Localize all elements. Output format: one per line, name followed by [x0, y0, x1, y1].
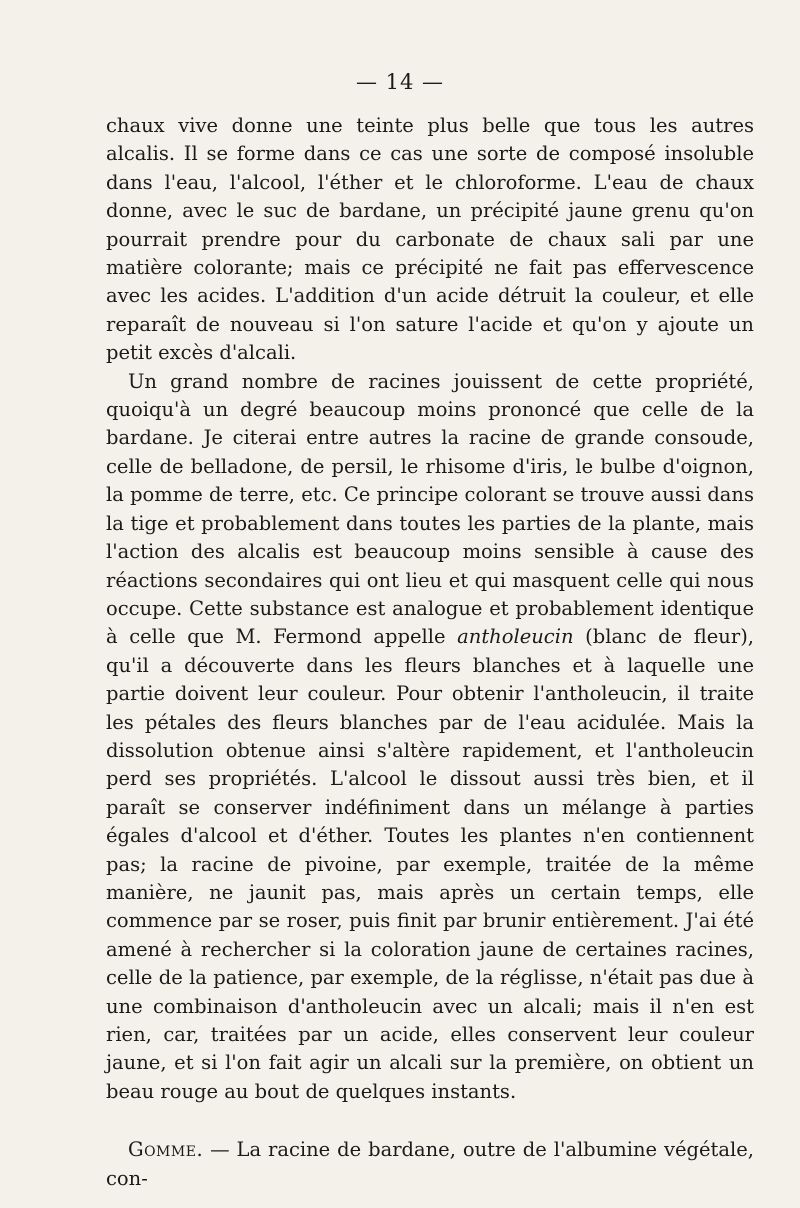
paragraph-1: chaux vive donne une teinte plus belle que tous les autres alcalis. Il se forme dans ce cas une sorte de composé insoluble dans l'eau, l'alcool, l'éther et le chloroforme. L'eau de chaux donne, avec le suc de bardane, un précipité jaune grenu qu'on pourrait prendre pour du carbonate de chaux sali par une matière colorante; mais ce précipité ne fait pas effervescence avec les acides. L'addition d'un acide détruit la couleur, et elle reparaît de nouveau si l'on sature l'acide et qu'on y ajoute un petit excès d'alcali.: [106, 114, 754, 365]
page-number: — 14 —: [355, 70, 445, 94]
paragraph-2-text-b: (blanc de fleur), qu'il a découverte dans les fleurs blanches et à laquelle une partie doivent leur couleur. Pour obtenir l'antholeucin, il traite les pétales des fleurs blanches par de l'eau acidulée. Mais la dissolution obtenue ainsi s'altère rapidement, et l'antholeucin perd ses propriétés. L'alcool le dissout aussi très bien, et il paraît se conserver indéfiniment dans un mélange à parties égales d'alcool et d'éther. Toutes les plantes n'en contiennent pas; la racine de pivoine, par exemple, traitée de la même manière, ne jaunit pas, mais après un certain temps, elle commence par se roser, puis finit par brunir entièrement. J'ai été amené à rechercher si la coloration jaune de certaines racines, celle de la patience, par exemple, de la réglisse, n'était pas due à une combinaison d'antholeucin avec un alcali; mais il n'en est rien, car, traitées par un acide, elles conservent leur couleur jaune, et si l'on fait agir un alcali sur la première, on obtient un beau rouge au bout de quelques instants.: [106, 625, 754, 1103]
paragraph-3: [106, 1136, 754, 1193]
paragraph-3-text: — La racine de bardane, outre de l'albumine végétale, con-: [106, 1138, 754, 1190]
antholeucin-term: antholeucin: [457, 625, 574, 649]
paragraph-2-text-a: Un grand nombre de racines jouissent de cette propriété, quoiqu'à un degré beaucoup moins prononcé que celle de la bardane. Je citerai entre autres la racine de grande consoude, celle de belladone, de persil, le rhisome d'iris, le bulbe d'oignon, la pomme de terre, etc. Ce principe colorant se trouve aussi dans la tige et probablement dans toutes les parties de la plante, mais l'action des alcalis est beaucoup moins sensible à cause des réactions secondaires qui ont lieu et qui masquent celle qui nous occupe. Cette substance est analogue et probablement identique à celle que M. Fermond appelle: [106, 369, 754, 649]
paragraph-gap: [106, 1106, 754, 1136]
body-text: [106, 112, 754, 1193]
paragraph-2: [106, 368, 754, 1107]
section-heading-gomme: Gomme.: [128, 1138, 204, 1162]
